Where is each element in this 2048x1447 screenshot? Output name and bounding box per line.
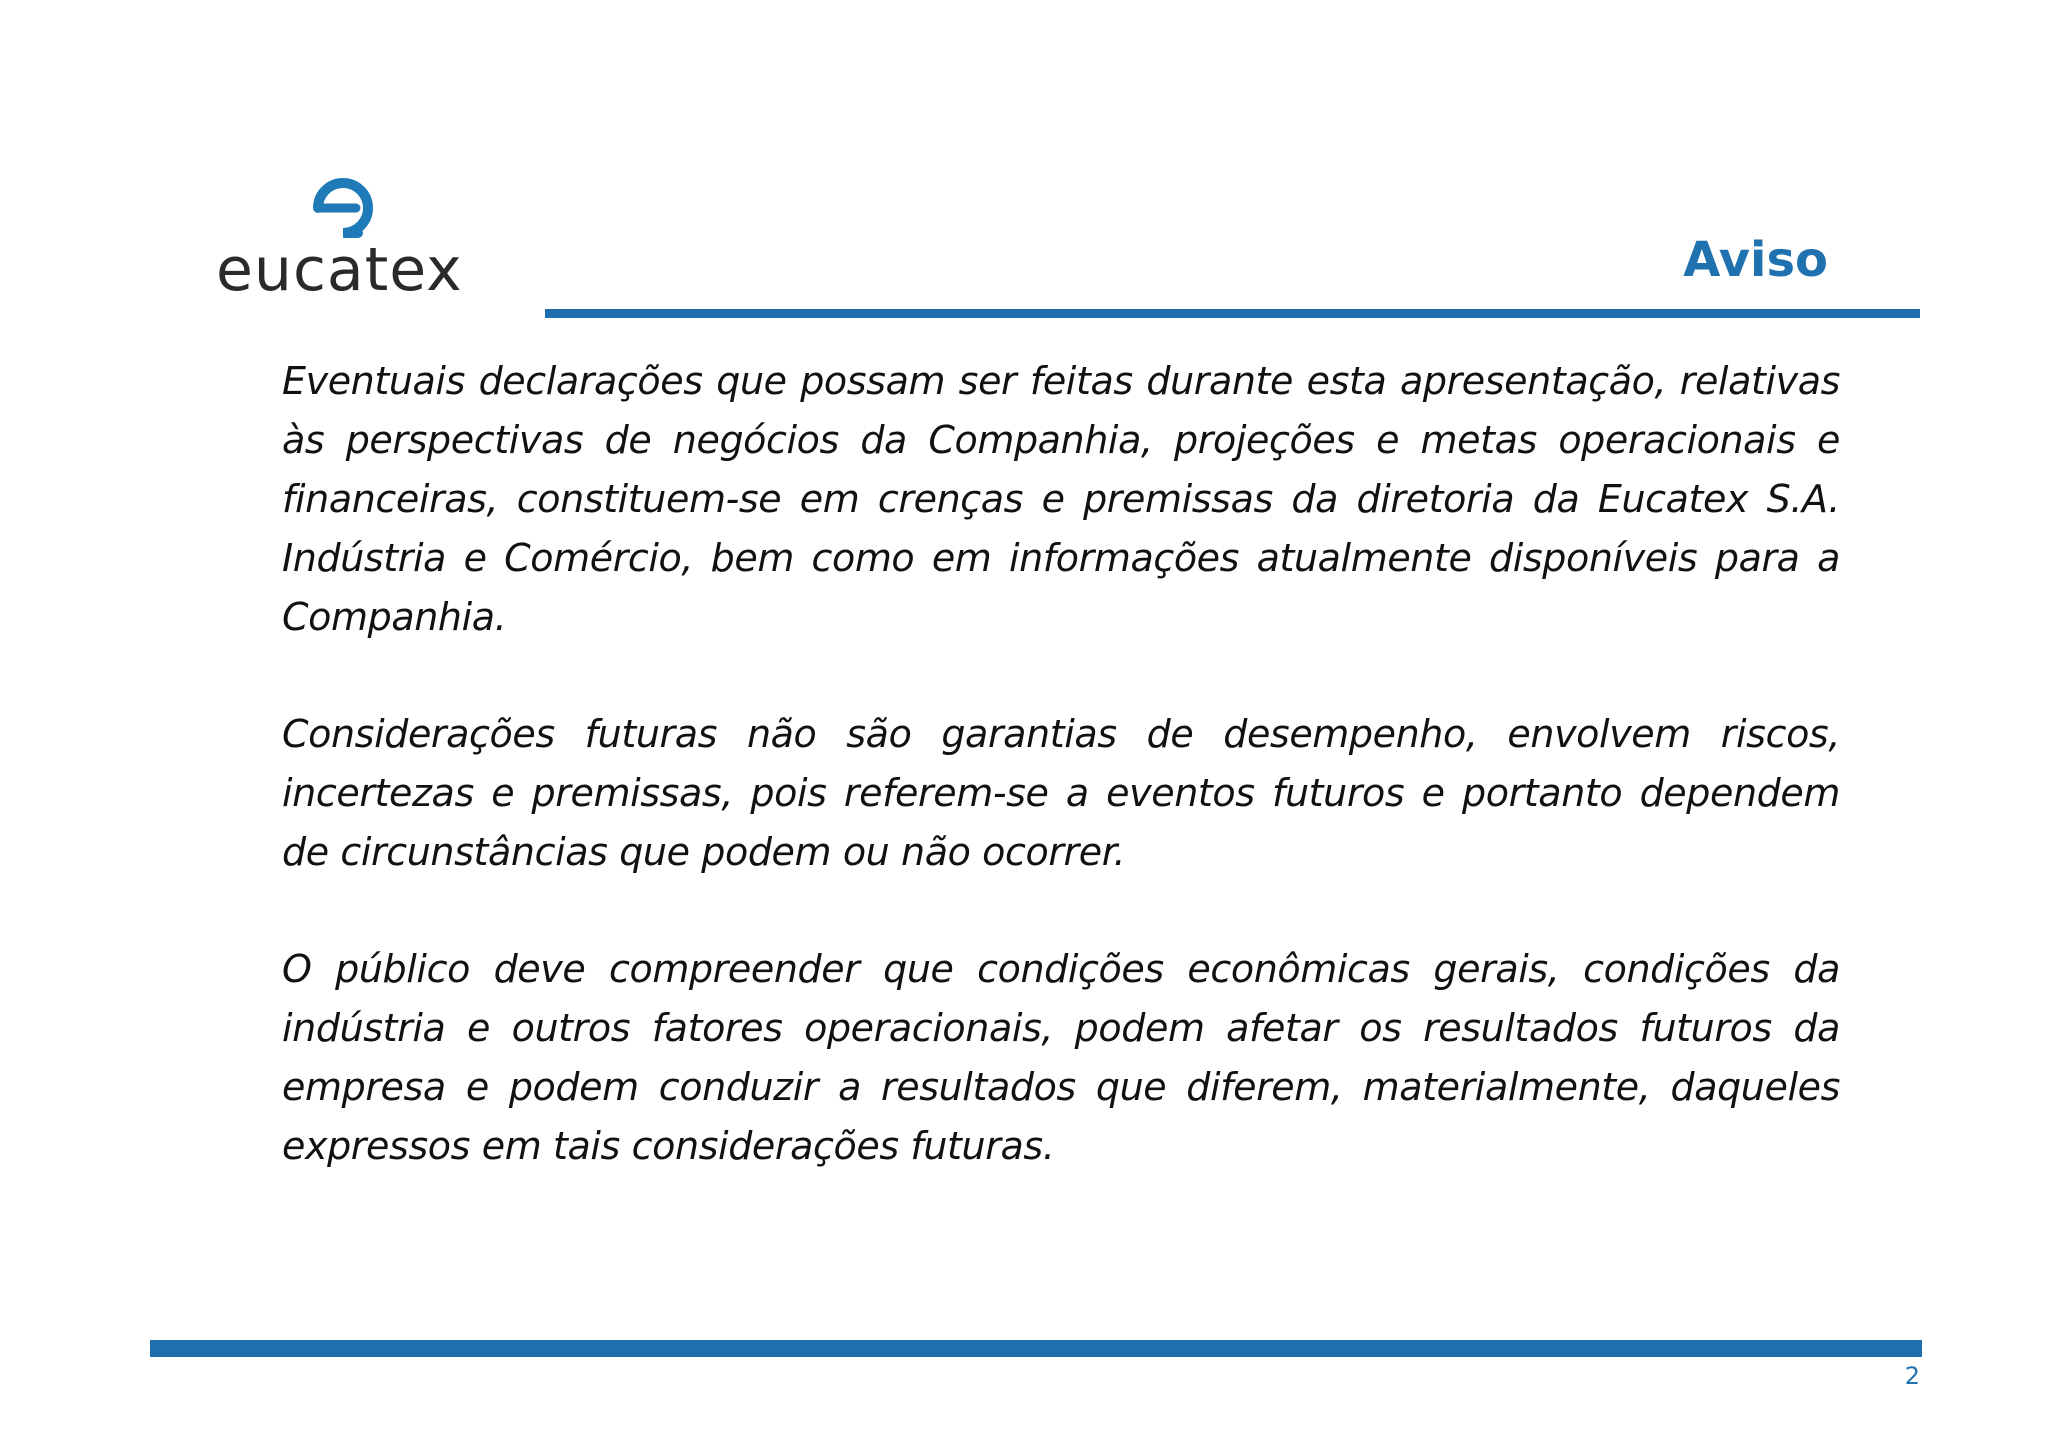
eucatex-logo bbox=[216, 168, 476, 328]
footer-divider bbox=[150, 1340, 1922, 1357]
disclaimer-body bbox=[282, 352, 1840, 1234]
title-divider bbox=[545, 309, 1920, 318]
page-number: 2 bbox=[1904, 1362, 1920, 1390]
logo-wordmark: eucatex bbox=[216, 235, 463, 305]
disclaimer-paragraph-3: O público deve compreender que condições econômicas gerais, condições da indústria e outros fatores operacionais, podem afetar os resultados futuros da empresa e podem conduzir a resultados que diferem, materialmente, daqueles expressos em tais considerações futuras. bbox=[282, 947, 1840, 1168]
page-title: Aviso bbox=[1683, 232, 1828, 288]
disclaimer-paragraph-2: Considerações futuras não são garantias de desempenho, envolvem riscos, incertezas e premissas, pois referem-se a eventos futuros e portanto dependem de circunstâncias que podem ou não ocorrer. bbox=[282, 712, 1840, 874]
disclaimer-paragraph-1: Eventuais declarações que possam ser feitas durante esta apresentação, relativas às perspectivas de negócios da Companhia, projeções e metas operacionais e financeiras, constituem-se em crenças e premissas da diretoria da Eucatex S.A. Indústria e Comércio, bem como em informações atualmente disponíveis para a Companhia. bbox=[282, 359, 1840, 639]
